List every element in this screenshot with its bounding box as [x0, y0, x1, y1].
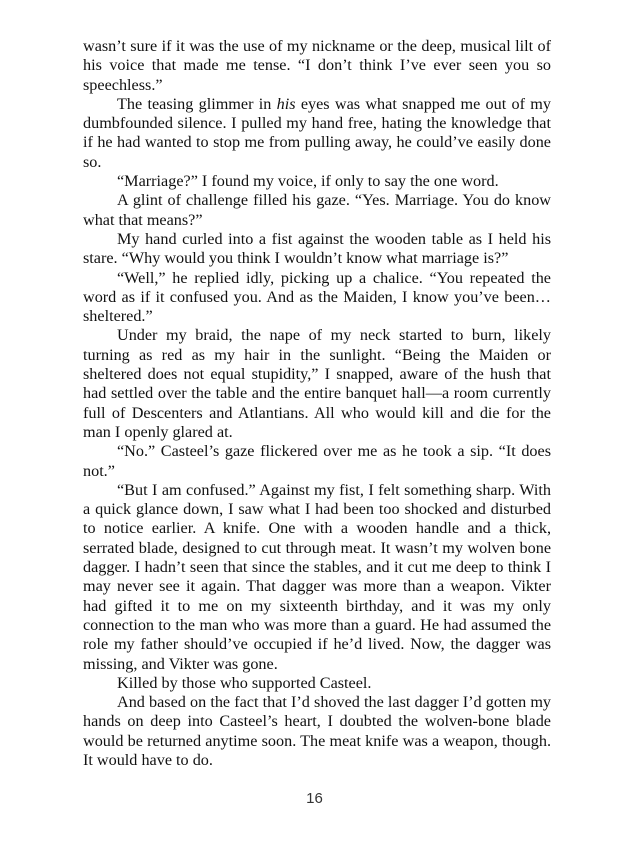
paragraph [83, 191, 551, 230]
italic-text: his [276, 94, 296, 113]
page-number: 16 [306, 790, 323, 807]
paragraph-text: And based on the fact that I’d shoved the last dagger I’d gotten my hands on deep into Casteel’s heart, I doubted the wolven-bone blade would be returned anytime soon. The meat knife was a weapon, though. It would have to do. [83, 693, 551, 769]
paragraph-text: “Marriage?” I found my voice, if only to say the one word. [117, 172, 499, 191]
paragraph-text: “But I am confused.” Against my fist, I felt something sharp. With a quick glance down, I saw what I had been too shocked and disturbed to notice earlier. A knife. One with a wooden handle and a thick, serrated blade, designed to cut through meat. It wasn’t my wolven bone dagger. I hadn’t seen that since the stables, and it cut me deep to think I may never see it again. That dagger was more than a weapon. Vikter had gifted it to me on my sixteenth birthday, and it was my only connection to the man who was more than a guard. He had assumed the role my father should’ve occupied if he’d lived. Now, the dagger was missing, and Vikter was gone. [83, 480, 551, 673]
paragraph [83, 481, 551, 674]
paragraph-text: “Well,” he replied idly, picking up a chalice. “You repeated the word as if it confused you. And as the Maiden, I know you’ve been…sheltered.” [83, 268, 551, 326]
paragraph [83, 95, 551, 172]
paragraph-text: Killed by those who supported Casteel. [117, 673, 372, 692]
paragraph [83, 269, 551, 327]
paragraph-text: My hand curled into a fist against the wooden table as I held his stare. “Why would you think I wouldn’t know what marriage is?” [83, 229, 551, 268]
paragraph-text: eyes was what snapped me out of my dumbfounded silence. I pulled my hand free, hating the knowledge that if he had wanted to stop me from pulling away, he could’ve easily done so. [83, 94, 551, 171]
paragraph [83, 230, 551, 269]
paragraph [83, 442, 551, 481]
paragraph [83, 693, 551, 770]
paragraph [83, 674, 551, 693]
page-body [83, 37, 551, 770]
paragraph-text: wasn’t sure if it was the use of my nickname or the deep, musical lilt of his voice that made me tense. “I don’t think I’ve ever seen you so speechless.” [83, 37, 551, 94]
paragraph [83, 37, 551, 95]
paragraph-text: Under my braid, the nape of my neck started to burn, likely turning as red as my hair in the sunlight. “Being the Maiden or sheltered does not equal stupidity,” I snapped, aware of the hush that had settled over the table and the entire banquet hall—a room currently full of Descenters and Atlantians. All who would kill and die for the man I openly glared at. [83, 326, 551, 441]
paragraph-text: A glint of challenge filled his gaze. “Yes. Marriage. You do know what that means?” [83, 191, 551, 229]
paragraph [83, 326, 551, 442]
paragraph-text: “No.” Casteel’s gaze flickered over me as he took a sip. “It does not.” [83, 442, 551, 480]
paragraph-text: The teasing glimmer in [117, 94, 277, 113]
paragraph [83, 172, 551, 191]
